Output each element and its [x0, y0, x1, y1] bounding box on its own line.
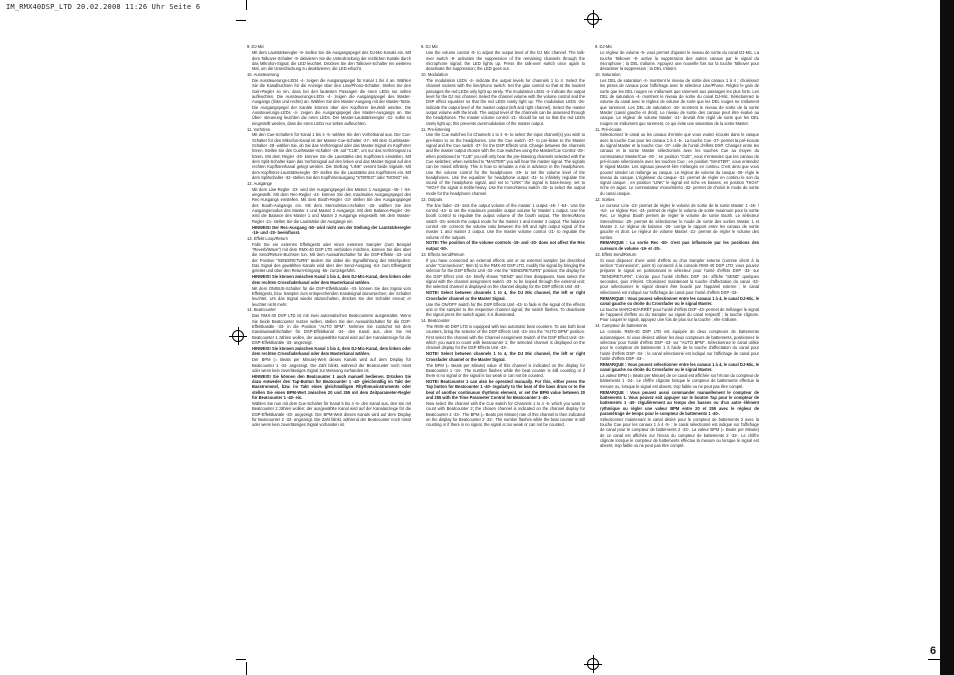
body-paragraph: Use the Cue switches for Channels 1 to 4 -5- to select the input channel(s) you wish to pre-listen to on the headphones. Use the Cue switch -27- to pre-listen to the Master signal and the Cue switch -37- for the DSP Effects Unit. Change between the channels and the master output chosen with the Cue switches using the Master/Cue Control -28-: when positioned to "CUE" you will only hear the pre-listening channels selected with the Cue switches; when switched to "MASTER" you will hear the master signal. The signals can be mixed infinitely. This is how to simulate a mix in advance in the headphones. Use the volume control for the headphones -29- to set the volume level of the headphones. Use the equalizer for headphone output -31- to infinitely regulate the sound of the headphone signal, and set to "LINK" the signal is bass-heavy; set to "HIGH" the signal is treble-heavy. Use the mono/stereo switch -32- to select the output mode for the headphone channel. — [426, 132, 585, 196]
section-heading: 12. Ausgänge — [247, 180, 273, 186]
body-paragraph: Mit den Cue-Schaltern für Kanal 1 bis 4 -5- wählen Sie den Vorhörkanal aus. Der Cue-Schalter für den Mikrofon-Kanal ist der Master-Cue-Schalter -27-. Mit dem Cue/Master-Schalter -28- wählen Sie, ob Sie das Vorhörsignal oder das Master-Signal im Kopfhörer hören. Stellen Sie den Cue/Master-Schalter -28- auf "CUE", um nur das Vorhörsignal zu hören. Mit dem Regler -29- können Sie die Lautstärke des Kopfhörers einstellen. Mit dem Split-Schalter kann das Vorhörsignal auf den linken und das Master-Signal auf den rechten Kopfhörerkanal gelegt werden. Die Stellung "LINK" vereint beide Signale. Mit dem Kopfhörer-Lautstärkeregler -30- stellen Sie die Lautstärke des Kopfhörers ein. Mit dem Splitschalter -32- stellen Sie den Kopfhörerausgang "STEREO" oder "MONO" ein. — [252, 132, 412, 180]
section-heading: 9. DJ-Mic — [247, 44, 265, 50]
body-paragraph: Le curseur Line -23- permet de régler le volume de sortie de la sortie Master 1 -45- / -54-. Le régleur Rec -44- permet de régler le volume de sortie maximum pour la sortie Rec. Le régleur Booth permet de régler le volume de sortie Booth. Le sélecteur Stereo/Mono -25- permet de sélectionner le mode de sortie des sorties Master 1 et Master 2. Le régleur de balance -26- corrige le rapport entre les canaux de sortie gauche et droit. Le régleur de volume Master -21- permet de régler le volume des sorties. — [600, 202, 759, 240]
note-paragraph: HINWEIS! Sie können zwischen Kanal 1 bis 4, dem DJ-Mic-Kanal, dem linken oder dem rechten Crossfaderkanal oder dem Masterkanal wählen. — [252, 274, 411, 285]
note-paragraph: REMARQUE : Vous pouvez sélectionner entre les canaux 1 à 4, le canal DJ-Mic, le canal gauche ou droite du Crossfader ou le signal Master. — [600, 361, 759, 373]
note-paragraph: REMARQUE : Vous pouvez sélectionner entre les canaux 1 à 4, le canal DJ-Mic, le canal gauche ou droite du Crossfader ou le signal Master. — [600, 295, 759, 306]
body-paragraph: Les DEL de saturation -4- montrent le niveau de sortie des canaux 1 à 4 ; choisissez les prises de canaux pour l'affichage avec le sélecteur Line/Phono. Réglez le gain de sorte que les DEL rouges ne s'allument que rarement aux passages les plus forts. Les DEL de saturation -4- montrent le niveau de sortie du canal DJ-Mic. Sélectionnez le volume du canal avec le régleur de volume de sorte que les DEL rouges ne s'allument que rarement. Les DEL de saturation -26- montrent le niveau de sortie de la sortie Master (canal gauche et droit). Le niveau de sortie des canaux peut être évalué au casque. Le régleur de volume Master -21- devrait être réglé de sorte que les DEL rouges ne s'allument que rarement, ce qui évite une saturation de la sortie Master. — [600, 78, 759, 126]
body-paragraph: Si vous disposez d'une unité d'effets ou d'un Sampler externe (comme décrit à la section "Connexions", point 5) connecté à la console RMX-40 DSP LTD, vous pouvez préparer le signal en positionnant le sélecteur pour l'unité d'effets DSP -33- sur "SEND/RETURN". L'écran pour l'unité d'effets DSP -34- affiche "SEND" quelques secondes, puis s'éteint. Choisissez maintenant la touche d'affectation du canal -33- pour sélectionner le signal devant être bouclé par l'appareil externe ; le canal sélectionné est indiqué sur l'affichage de canal pour l'unité d'effets DSP -33-. — [600, 257, 759, 295]
body-paragraph: Use the ON/OFF switch for the DSP Effects Unit -43- to fade in the signal of the effects unit or the sampler to the respective channel signal; the switch flashes. To deactivate the signal press the switch again; it is illuminated. — [426, 301, 585, 318]
body-paragraph: If you have connected an external effects unit or an external sampler (as described under "Connections", Item 5) to the RMX-40 DSP LTD, modify the signal by bringing the selector for the DSP Effects Unit -33- into the "SEND/RETURN" position; the display for the DSP Effect Unit -34- briefly shows "SEND" and then disappears. Now select the signal with the channel assignment switch -33- to be looped through the external unit; the selected channel is displayed on the channel display for the DSP Effects Unit -33-. — [426, 257, 585, 290]
section-heading: 10. Aussteuerung — [247, 72, 279, 78]
note-paragraph: NOTE! Select between channels 1 to 4, the DJ Mic channel, the left or right Crossfader channel or the Master Signal. — [426, 290, 585, 301]
crop-mark — [246, 0, 247, 10]
crop-mark — [236, 20, 246, 21]
body-paragraph: Die Aussteuerungs-LEDs -4- zeigen die Ausgangspegel für Kanal 1 bis 4 an. Wählen Sie die Kanalbuchsen für die Anzeige über den Line/Phono-Schalter. Stellen Sie den Gain-Regler so ein, dass bei den lautesten Passagen die roten LEDs nur selten aufleuchten. Die Aussteuerungs-LEDs -4- zeigen die Ausgangspegel des Master-Ausgangs (links und rechts) an. Wählen Sie den Master-Ausgang mit der Master-Taste. Die Ausgangspegel der Kanäle können über den Kopfhörer beurteilt werden. Die Aussteuerungs-LEDs -4- zeigen die Ausgangspegel des Master-Ausgangs an. Bei Über- steuerung leuchten die roten LEDs. Der Master-Lautstärkeregler -21- sollte so eingestellt werden, dass die roten LEDs nur selten aufleuchten. — [252, 78, 411, 126]
section-heading: 9. DJ Mic — [421, 44, 439, 50]
section-heading: 10. Saturation — [595, 72, 621, 78]
section-heading: 10. Modulation — [421, 72, 448, 78]
body-paragraph: The BPM (= Beats per Minute) value of this channel is indicated on the display for Beatcounter 1 -34-. The number flashes while the beat counter is still counting or if there is no signal or the signal is too weak or can not be counted. — [426, 362, 585, 379]
note-paragraph: NOTE! Select between channels 1 to 4, the DJ Mic channel, the left or right Crossfader channel or the Master Signal. — [426, 351, 585, 362]
page-number: 6 — [930, 645, 937, 657]
section-heading: 13. Effects Send/Return — [421, 251, 465, 257]
section-heading: 12. Sorties — [595, 196, 615, 202]
registration-mark-left — [229, 327, 247, 345]
registration-mark-bottom — [584, 655, 602, 673]
body-paragraph: Falls Sie ein externes Effektgerät oder einen externen Sampler (zum Beispiel "Reverb/Wave") mit dem RMX-40 DSP LTD verbinden möchten, können Sie dies über die Send/Return-Buchsen tun. Mit dem Auswahlschalter für die DSP-Effekte -33- und der Position "SEND/RETURN" ändern Sie dabei die Signalführung des Mischpultes: Das Signal des gewählten Kanals wird über den Send-Ausgang -54- zum Effektgerät geleitet und über den Return-Eingang -55- zurückgeführt. — [252, 241, 411, 274]
body-paragraph: Mit dem Lautstärkeregler -9- stellen Sie die Ausgangspegel des DJ-Mic-Kanals ein. Mit dem Talkover-Schalter -9- aktivieren Sie die Unterdrückung der restlichen Kanäle durch das Mikrofon-Signal; die LED leuchtet. Drücken Sie den Talkover-Schalter ein weiteres Mal, um die Unterdrückung zu deaktivieren; die LED erlischt. — [252, 50, 411, 72]
body-paragraph: La valeur BPM (= Beats per Minute) de ce canal est affichée sur l'écran du compteur de battements 1 -34-. Le chiffre clignote lorsque le compteur de battements effectue la mesure ou, lorsque le signal est absent, trop faible ou ne peut pas être compté. — [600, 373, 759, 389]
note-paragraph: NOTE! The position of the volume controls -19- and -20- does not affect the Rec output -50-. — [426, 240, 585, 251]
print-slug: IM_RMX40DSP_LTD 20.02.2008 11:26 Uhr Seite 6 — [6, 3, 201, 11]
section-heading: 11. Pré-écoute — [595, 126, 622, 132]
body-paragraph: The RMX-40 DSP LTD is equipped with two automatic beat counters. To use both beat counters, bring the selector of the DSP Effects Unit -33- into the "AUTO BPM" position. First select the channel with the Channel Assignment Switch of the DSP Effect Unit -34- which you want to count with beatcounter 1; the selected channel is displayed on the channel display for the DSP Effects Unit -33-. — [426, 324, 585, 351]
section-heading: 14. Compteur de battements — [595, 323, 647, 329]
crop-mark — [246, 662, 247, 675]
body-paragraph: La touche MARCHE/ARRÊT pour l'unité d'effets DSP -43- permet de mélanger le signal de l'appareil d'effets ou du Sampler au signal du canal respectif ; la touche clignote. Pour couper le signal, appuyez une fois de plus sur la touche ; elle s'allume. — [600, 306, 759, 323]
note-paragraph: HINWEIS! Sie können den Beatcounter 1 auch manuell bedienen. Drücken Sie dazu entweder den Tap-Button für Beatcounter 1 -40- gleichmäßig im Takt der Basstrommel, bzw. im Takt eines gleichmäßigen Rhythmusinstruments oder stellen Sie einen BPM-Wert zwischen 20 und 255 mit dem Zeitparameter-Regler für Beatcounter 1 -40- ein. — [252, 373, 411, 400]
column-french — [595, 44, 759, 449]
column-german — [247, 44, 411, 428]
note-paragraph: HINWEIS! Sie können zwischen Kanal 1 bis 4, dem DJ-Mic-Kanal, dem linken oder dem rechten Crossfaderkanal oder dem Masterkanal wählen. — [252, 345, 411, 357]
note-paragraph: HINWEIS! Der Rec-Ausgang -50- wird nicht von der Stellung der Lautstärkeregler -19- und -20- beeinflusst. — [252, 224, 411, 235]
body-paragraph: Now select the channel with the Cue switch for Channels 1 to 4 -5- which you want to count with Beatcounter 2; the chosen channel is indicated on the channel display for Beatcounter 2 -33-. The BPM (= Beats per Minute) rate of this channel is then indicated on the display for Beatcounter 2 -32-. The number flashes while the beat counter is still counting or if there is no signal, the signal is too weak or can not be counted. — [426, 400, 585, 428]
body-paragraph: Das RMX-40 DSP LTD ist mit zwei automatischen Beatcountern ausgestattet. Wenn Sie beide Beatcounter nutzen wollen, stellen Sie den Auswahlschalter für die DSP-Effektkanäle -33- in die Position "AUTO BPM". Nehmen Sie zunächst mit dem Kanalauswahlschalter für DSP-Effektkanal -34- den Kanal aus, dem Sie mit Beatcounter 1 zählen wollen, der ausgewählte Kanal wird auf der Kanalanzeige für die DSP-Effektkanäle -33- angezeigt. — [252, 313, 411, 345]
body-paragraph: Use the volume control -9- to adjust the output level of the DJ Mic channel. The talk-over switch -9- activates the suppression of the remaining channels through the microphone signal; the LED lights up. Press the talk-over switch once again to deactivate the suppression; the LED goes out. — [426, 50, 585, 72]
section-heading: 12. Outputs — [421, 196, 443, 202]
page-edge-bar — [940, 0, 954, 675]
body-paragraph: Mit dem Line-Regler -23- wird der Ausgangspegel des Master 1 Ausgangs -45- / -54- eingestellt. Mit dem Rec-Regler -44- können Sie den maximalen Ausgangspegel des Rec-Ausgangs einstellen. Mit dem Booth-Regler -23- stellen Sie den Ausgangspegel des Booth-Ausgangs ein. Mit dem Stereo/Mono-Schalter -25- wählen Sie den Ausgangsmodus des Master 1 und Master 2 Ausgangs. Mit dem Balance-Regler -26- wird die Balance des Master 1 und Master 2 Ausgangs eingestellt. Mit dem Master-Regler -21- stellen Sie die Lautstärke der Ausgänge ein. — [252, 186, 411, 224]
crop-mark — [236, 659, 246, 660]
section-heading: 14. Beatcounter — [247, 307, 276, 313]
section-heading: 11. Vorhören — [247, 126, 271, 132]
note-paragraph: REMARQUE : La sortie Rec -50- n'est pas influencée par les positions des curseurs de volume -19- et -20-. — [600, 240, 759, 251]
body-paragraph: The modulation LEDs -4- indicate the output levels for channels 1 to 4. Select the channel sockets with the line/phono switch. Set the gain control so that at the loudest passages the red LEDs only light up rarely. The modulation LEDs -4- indicate the output level for the DJ mic channel. Select the channel volume with the volume control and the DSP effect equalizer so that the red LEDs rarely light up. The modulation LEDs -26- indicate the output level of the master output (left and right channel). Select the master output volume with the knob. The output level of the channels can be assessed through the headphones. The master volume control -21- should be set so that the red LEDs rarely light up; this prevents overmodulation of the master output. — [426, 78, 585, 126]
registration-mark-top — [584, 10, 602, 28]
section-heading: 11. Pre-listening — [421, 126, 451, 132]
body-paragraph: Le régleur de volume -9- vous permet d'ajuster le niveau de sortie du canal DJ-Mic. La touche Talkover -9- active la suppression des autres canaux par le signal du microphone ; la DEL s'allume. Appuyez une nouvelle fois sur la touche Talkover pour désactiver la suppression ; la DEL s'éteint. — [600, 50, 759, 72]
crop-mark — [928, 659, 940, 660]
section-heading: 13. Effekt Loop/Return — [247, 235, 288, 241]
section-heading: 9. DJ-Mic — [595, 44, 613, 50]
body-paragraph: Mit dem ON/BUS-Schalter für die DSP-Effektkanäle -43- können Sie das Signal vom Effektgerät, bzw. Sampler zum entsprechenden Kanalsignal dazumischen; der Schalter leuchtet. Um das Signal wieder abzuschalten, drücken Sie den Schalter erneut; er leuchtet nicht mehr. — [252, 285, 411, 307]
section-heading: 14. Beatcounter — [421, 318, 450, 324]
column-english — [421, 44, 585, 428]
note-paragraph: NOTE! Beatcounter 1 can also be operated manually. For this, either press the Tap button for Beatcounter 1 -40- regularly to the beat of the bass drum or to the beat of another continuous rhythmic element, or set the BPM value between 20 and 255 with the Time Parameter Control for Beatcounter 1 -40-. — [426, 379, 585, 400]
body-paragraph: Sélectionnez le canal ou les canaux d'entrée que vous voulez écouter dans le casque avec la touche Cue pour les canaux 1 à 4 -5-. La touche Cue -27- permet la pré-écoute du signal Master et la touche Cue -37- celle de l'unité d'effets DSP. Changez entre les canaux et la sortie Master sélectionnés avec les touches Cue au moyen du commutateur Master/Cue -28- : en position "CUE", vous n'entendez que les canaux de pré-écoute sélectionnés avec les touches Cue ; en position "MASTER", vous entendez le signal Master. Les signaux peuvent être mélangés en continu. C'est ainsi que vous pouvez simuler un mélange au casque. Le régleur de volume du casque -29- règle le niveau du casque. L'égaliseur du casque -31- permet de régler en continu le son du signal casque ; en position "LINK" le signal est riche en basses, en position "HIGH" riche en aigus. Le commutateur mono/stéréo -32- permet de choisir le mode de sortie du canal casque. — [600, 132, 759, 196]
section-heading: 13. Effets Send/Return — [595, 251, 637, 257]
body-paragraph: Wählen Sie nun mit dem Cue-Schalter für Kanal 5 bis 4 -5- den Kanal aus, den Sie mit Beatcounter 2 zählen wollen; der ausgewählte Kanal wird auf der Kanalanzeige für die DSP-Effektkanäle -33- angezeigt. Der BPM-Wert dieses Kanals wird auf dem Display für Beatcounter 2 -32- angezeigt. Die Zahl blinkt, während der Beatcounter noch misst oder wenn kein zuverlässiges Signal vorhanden ist. — [252, 400, 411, 428]
body-paragraph: Der BPM (= Beats per Minute)-Wert dieses Kanals wird auf dem Display für Beatcounter 1 -34- angezeigt. Die Zahl blinkt, während der Beatcounter noch misst oder wenn kein zuverlässiges Signal zur Messung vorhanden ist. — [252, 357, 411, 373]
note-paragraph: REMARQUE : Vous pouvez aussi commander manuellement le compteur de battements 1. Vous pouvez soit appuyer sur le bouton Tap pour le compteur de battements 1 -40- régulièrement au temps des basses ou d'un autre élément rythmique ou régler une valeur BPM entre 20 et 255 avec le régleur de paramétrage de temps pour le compteur de battements 1 -40-. — [600, 389, 759, 416]
body-paragraph: The line fader -23- sets the output volume of the master 1 output -45- / -54-. Use the control -44- to set the maximum possible output volume for Master 1 output. Use the booth control to regulate the output volume of the booth output. The Stereo/Mono switch -25- selects the output mode for the master 1 and master 2 output. The balance control -26- corrects the volume ratio between the left and right output signal of the master 1 and master 2 output. Use the master volume control -21- to regulate the volume of the outputs. — [426, 202, 585, 240]
body-paragraph: Sélectionnez maintenant le canal désiré pour le compteur de battements 2 avec la touche Cue pour les canaux 1 à 4 -5- ; le canal sélectionné est indiqué sur l'affichage de canal pour le compteur de battements 2 -33-. La valeur BPM (= Beats per Minute) de ce canal est affichée sur l'écran du compteur de battements 2 -32-. Le chiffre clignote lorsque le compteur de battements effectue la mesure ou lorsque le signal est absent, trop faible ou ne peut pas être compté. — [600, 416, 759, 449]
body-paragraph: La console RMX-40 DSP LTD est équipée de deux compteurs de battements automatiques. Si vous désirez utiliser les deux compteurs de battements, positionnez le sélecteur pour l'unité d'effets DSP -33- sur "AUTO BPM". Sélectionnez le canal utilisé pour le compteur de battements 1 à l'aide de la touche d'affectation du canal pour l'unité d'effets DSP -34- ; le canal sélectionné est indiqué sur l'affichage de canal pour l'unité d'effets DSP -33-. — [600, 329, 759, 361]
